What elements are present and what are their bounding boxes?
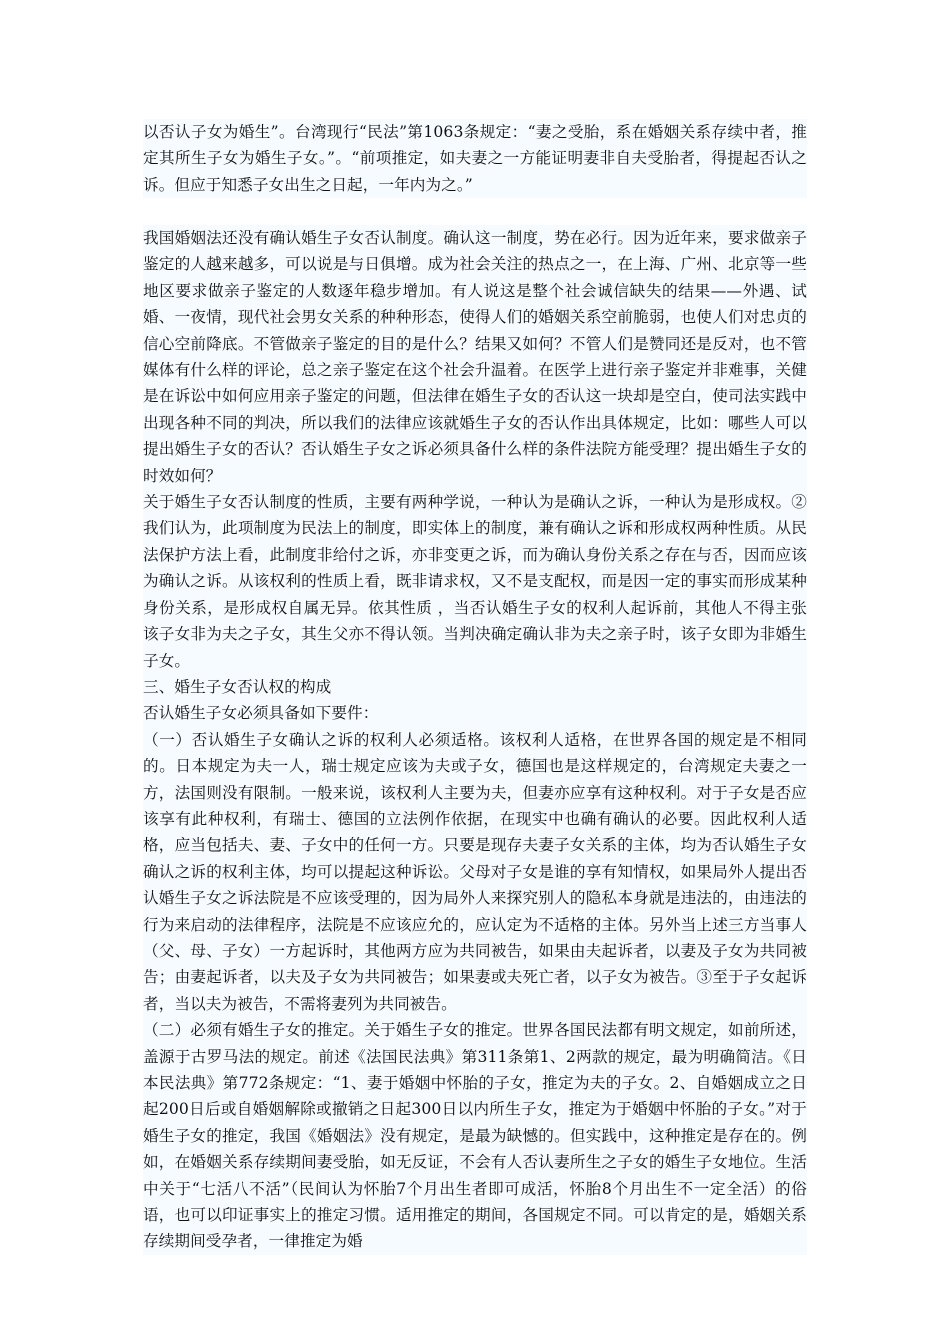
text-block-main [143, 225, 807, 1255]
paragraph: 以否认子女为婚生”。台湾现行“民法”第1063条规定：“妻之受胎，系在婚姻关系存续中者，推定其所生子女为婚生子女。”。“前项推定，如夫妻之一方能证明妻非自夫受胎者，得提起否认之诉。但应于知悉子女出生之日起，一年内为之。” [143, 119, 807, 198]
paragraph: 我国婚姻法还没有确认婚生子女否认制度。确认这一制度，势在必行。因为近年来，要求做亲子鉴定的人越来越多，可以说是与日俱增。成为社会关注的热点之一，在上海、广州、北京等一些地区要求做亲子鉴定的人数逐年稳步增加。有人说这是整个社会诚信缺失的结果——外遇、试婚、一夜情，现代社会男女关系的种种形态，使得人们的婚姻关系空前脆弱，也使人们对忠贞的信心空前降底。不管做亲子鉴定的目的是什么？结果又如何？不管人们是赞同还是反对，也不管媒体有什么样的评论，总之亲子鉴定在这个社会升温着。在医学上进行亲子鉴定并非难事，关健是在诉讼中如何应用亲子鉴定的问题，但法律在婚生子女的否认这一块却是空白，使司法实践中出现各种不同的判决，所以我们的法律应该就婚生子女的否认作出具体规定，比如：哪些人可以提出婚生子女的否认？否认婚生子女之诉必须具备什么样的条件法院方能受理？提出婚生子女的时效如何？ [143, 225, 807, 489]
paragraph: 关于婚生子女否认制度的性质，主要有两种学说，一种认为是确认之诉，一种认为是形成权。② 我们认为，此项制度为民法上的制度，即实体上的制度，兼有确认之诉和形成权两种性质。从民法保护方法上看，此制度非给付之诉，亦非变更之诉，而为确认身份关系之存在与否，因而应该为确认之诉。从该权利的性质上看，既非请求权，又不是支配权，而是因一定的事实而形成某种身份关系，是形成权自属无异。依其性质 ，当否认婚生子女的权利人起诉前，其他人不得主张该子女非为夫之子女，其生父亦不得认领。当判决确定确认非为夫之亲子时，该子女即为非婚生子女。 [143, 489, 807, 674]
paragraph: 否认婚生子女必须具备如下要件： [143, 700, 807, 726]
paragraph: （二）必须有婚生子女的推定。关于婚生子女的推定。世界各国民法都有明文规定，如前所述，盖源于古罗马法的规定。前述《法国民法典》第311条第1、2两款的规定，最为明确简洁。《日本民法典》第772条规定：“1、妻于婚姻中怀胎的子女，推定为夫的子女。2、自婚姻成立之日起200日后或自婚姻解除或撤销之日起300日以内所生子女，推定为于婚姻中怀胎的子女。”对于婚生子女的推定，我国《婚姻法》没有规定，是最为缺憾的。但实践中，这种推定是存在的。例如，在婚姻关系存续期间妻受胎，如无反证，不会有人否认妻所生之子女的婚生子女地位。生活中关于“七活八不活”（民间认为怀胎7个月出生者即可成活，怀胎8个月出生不一定全活）的俗语，也可以印证事实上的推定习惯。适用推定的期间，各国规定不同。可以肯定的是，婚姻关系存续期间受孕者，一律推定为婚 [143, 1017, 807, 1255]
paragraph: （一）否认婚生子女确认之诉的权利人必须适格。该权利人适格，在世界各国的规定是不相同的。日本规定为夫一人，瑞士规定应该为夫或子女，德国也是这样规定的，台湾规定夫妻之一方，法国则没有限制。一般来说，该权利人主要为夫，但妻亦应享有这种权利。对于子女是否应该享有此种权利，有瑞士、德国的立法例作依据，在现实中也确有确认的必要。因此权利人适格，应当包括夫、妻、子女中的任何一方。只要是现存夫妻子女关系的主体，均为否认婚生子女确认之诉的权利主体，均可以提起这种诉讼。父母对子女是谁的享有知情权，如果局外人提出否认婚生子女之诉法院是不应该受理的，因为局外人来探究别人的隐私本身就是违法的，由违法的行为来启动的法律程序，法院是不应该应允的，应认定为不适格的主体。另外当上述三方当事人（父、母、子女）一方起诉时，其他两方应为共同被告，如果由夫起诉者，以妻及子女为共同被告；由妻起诉者，以夫及子女为共同被告；如果妻或夫死亡者，以子女为被告。③至于子女起诉者，当以夫为被告，不需将妻列为共同被告。 [143, 727, 807, 1017]
section-heading: 三、婚生子女否认权的构成 [143, 674, 807, 700]
text-block-top [143, 119, 807, 198]
